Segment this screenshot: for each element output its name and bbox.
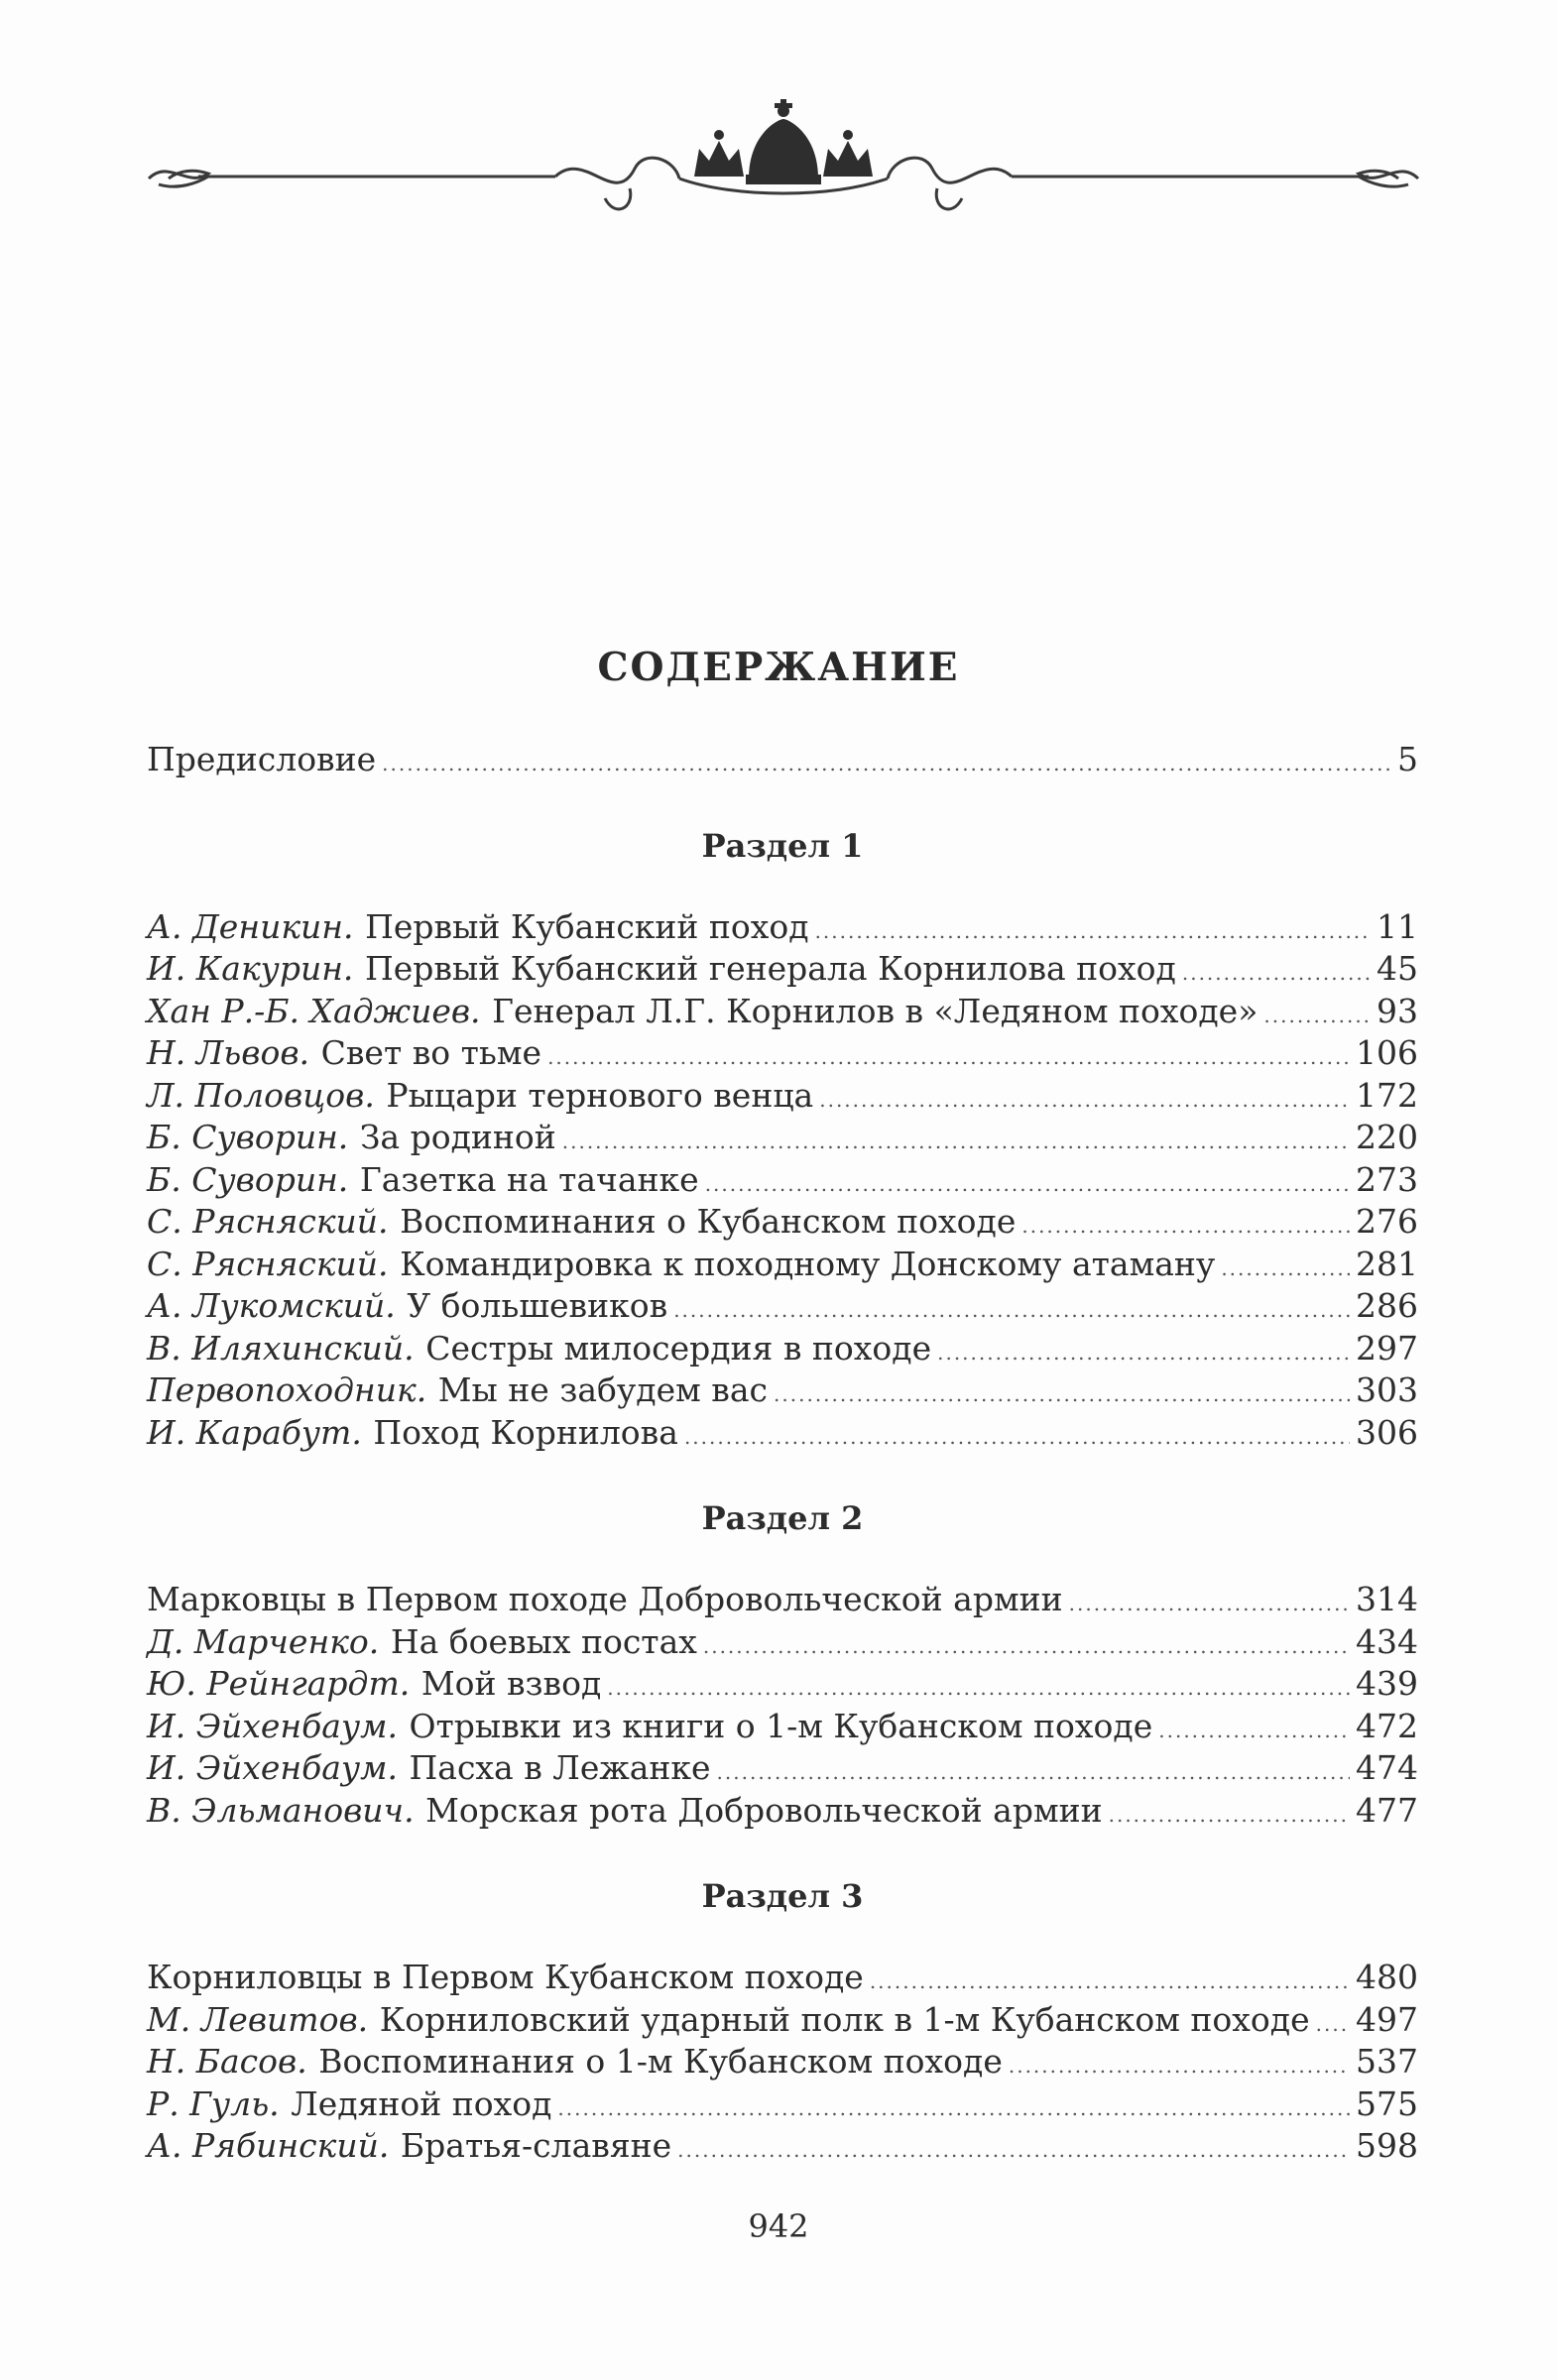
entry-page: 276 bbox=[1356, 1202, 1418, 1241]
toc-entry[interactable] bbox=[147, 1957, 1418, 1999]
leader-dots bbox=[607, 1667, 1350, 1710]
leader-dots bbox=[1316, 2003, 1350, 2046]
entry-title: Мой взвод bbox=[420, 1664, 602, 1703]
toc-entry[interactable] bbox=[147, 1747, 1418, 1790]
entry-author: И. Эйхенбаум. bbox=[147, 1748, 398, 1787]
entry-page: 45 bbox=[1377, 949, 1418, 988]
entry-title: Первый Кубанский генерала Корнилова поход bbox=[364, 949, 1176, 988]
entry-title: Марковцы в Первом походе Добровольческой армии bbox=[147, 1580, 1063, 1618]
entry-page: 598 bbox=[1356, 2126, 1418, 2165]
entry-page: 220 bbox=[1356, 1118, 1418, 1156]
entry-title: Генерал Л.Г. Корнилов в «Ледяном походе» bbox=[492, 991, 1258, 1030]
entry-author: Б. Суворин. bbox=[147, 1159, 349, 1199]
entry-author: М. Левитов. bbox=[147, 1999, 369, 2039]
entry-author: В. Эльманович. bbox=[147, 1790, 415, 1830]
entry-title: У большевиков bbox=[407, 1286, 668, 1325]
entry-title: Предисловие bbox=[147, 740, 377, 778]
entry-author: Хан Р.-Б. Хаджиев. bbox=[147, 991, 481, 1030]
page-number: 942 bbox=[748, 2207, 809, 2245]
leader-dots bbox=[562, 1121, 1350, 1163]
entry-page: 306 bbox=[1356, 1412, 1418, 1452]
leader-dots bbox=[1009, 2045, 1350, 2087]
entry-title: Мы не забудем вас bbox=[437, 1370, 769, 1409]
entry-page: 434 bbox=[1356, 1621, 1418, 1661]
entry-author: Ю. Рейнгардт. bbox=[147, 1664, 411, 1703]
leader-dots bbox=[673, 1289, 1350, 1332]
leader-dots bbox=[1069, 1583, 1350, 1625]
header-ornament-crowns-icon bbox=[139, 79, 1428, 218]
entry-title: Свет во тьме bbox=[320, 1033, 542, 1072]
leader-dots bbox=[557, 2087, 1350, 2130]
leader-dots bbox=[937, 1332, 1350, 1374]
leader-dots bbox=[815, 910, 1371, 953]
leader-dots bbox=[1021, 1205, 1350, 1248]
entry-title: Морская рота Добровольческой армии bbox=[425, 1790, 1103, 1830]
leader-dots bbox=[705, 1163, 1350, 1206]
entry-page: 93 bbox=[1377, 991, 1418, 1030]
toc-entry[interactable] bbox=[147, 991, 1418, 1033]
toc-entry[interactable] bbox=[147, 1285, 1418, 1328]
leader-dots bbox=[382, 743, 1391, 785]
entry-page: 172 bbox=[1356, 1075, 1418, 1115]
toc-entry[interactable] bbox=[147, 1579, 1418, 1621]
entry-title: Поход Корнилова bbox=[373, 1412, 678, 1452]
entry-title: Воспоминания о Кубанском походе bbox=[400, 1202, 1017, 1241]
leader-dots bbox=[1109, 1794, 1350, 1837]
entry-title: Воспоминания о 1-м Кубанском походе bbox=[318, 2042, 1003, 2081]
toc-entry[interactable] bbox=[147, 948, 1418, 991]
leader-dots bbox=[717, 1751, 1350, 1794]
toc-entry[interactable] bbox=[147, 1790, 1418, 1833]
entry-page: 314 bbox=[1356, 1580, 1418, 1618]
entry-author: Д. Марченко. bbox=[147, 1621, 380, 1661]
toc-entry[interactable] bbox=[147, 1621, 1418, 1664]
entry-author: А. Лукомский. bbox=[147, 1286, 396, 1325]
toc-entry[interactable] bbox=[147, 1075, 1418, 1118]
page-title: СОДЕРЖАНИЕ bbox=[597, 645, 960, 690]
entry-page: 480 bbox=[1356, 1958, 1418, 1996]
entry-page: 11 bbox=[1377, 906, 1418, 946]
entry-page: 5 bbox=[1397, 740, 1418, 778]
toc-entry[interactable] bbox=[147, 1663, 1418, 1706]
entry-author: С. Рясняский. bbox=[147, 1202, 389, 1241]
entry-author: А. Рябинский. bbox=[147, 2126, 390, 2165]
toc-entry[interactable] bbox=[147, 1032, 1418, 1075]
entry-page: 106 bbox=[1356, 1033, 1418, 1072]
entry-author: В. Иляхинский. bbox=[147, 1328, 415, 1368]
toc-entry[interactable] bbox=[147, 1244, 1418, 1286]
entry-author: Б. Суворин. bbox=[147, 1118, 349, 1156]
entry-author: Л. Половцов. bbox=[147, 1075, 375, 1115]
entry-page: 477 bbox=[1356, 1790, 1418, 1830]
entry-title: За родиной bbox=[359, 1118, 556, 1156]
leader-dots bbox=[819, 1079, 1350, 1122]
entry-page: 303 bbox=[1356, 1370, 1418, 1409]
entry-author: И. Эйхенбаум. bbox=[147, 1706, 398, 1745]
entry-page: 472 bbox=[1356, 1706, 1418, 1745]
toc-entry[interactable] bbox=[147, 1999, 1418, 2042]
entry-title: Первый Кубанский поход bbox=[365, 906, 809, 946]
entry-page: 273 bbox=[1356, 1159, 1418, 1199]
toc-entry[interactable] bbox=[147, 1117, 1418, 1159]
entry-title: Корниловцы в Первом Кубанском походе bbox=[147, 1958, 864, 1996]
leader-dots bbox=[774, 1373, 1350, 1416]
leader-dots bbox=[870, 1961, 1350, 2003]
leader-dots bbox=[1221, 1248, 1350, 1290]
entry-title: Командировка к походному Донскому атаману bbox=[400, 1244, 1216, 1283]
entry-author: И. Карабут. bbox=[147, 1412, 362, 1452]
toc-entry-preface[interactable] bbox=[147, 739, 1418, 781]
entry-page: 474 bbox=[1356, 1748, 1418, 1787]
toc-entry[interactable] bbox=[147, 906, 1418, 949]
entry-title: Газетка на тачанке bbox=[359, 1159, 699, 1199]
entry-page: 281 bbox=[1356, 1244, 1418, 1283]
entry-page: 575 bbox=[1356, 2083, 1418, 2123]
leader-dots bbox=[1263, 995, 1371, 1037]
entry-page: 497 bbox=[1356, 1999, 1418, 2039]
leader-dots bbox=[703, 1625, 1350, 1668]
toc-entry[interactable] bbox=[147, 1159, 1418, 1202]
toc-entry[interactable] bbox=[147, 2083, 1418, 2126]
toc-entry[interactable] bbox=[147, 1201, 1418, 1244]
section-heading: Раздел 3 bbox=[701, 1877, 864, 1915]
table-of-contents bbox=[147, 739, 1418, 2168]
leader-dots bbox=[547, 1036, 1350, 1079]
entry-title: Ледяной поход bbox=[291, 2083, 552, 2123]
section-heading: Раздел 2 bbox=[701, 1499, 864, 1537]
toc-entry[interactable] bbox=[147, 2125, 1418, 2168]
entry-title: Отрывки из книги о 1-м Кубанском походе bbox=[409, 1706, 1153, 1745]
toc-entry[interactable] bbox=[147, 1369, 1418, 1412]
entry-title: На боевых постах bbox=[390, 1621, 697, 1661]
entry-page: 537 bbox=[1356, 2042, 1418, 2081]
entry-author: С. Рясняский. bbox=[147, 1244, 389, 1283]
leader-dots bbox=[677, 2129, 1350, 2172]
entry-title: Корниловский ударный полк в 1-м Кубанском походе bbox=[379, 1999, 1310, 2039]
leader-dots bbox=[1182, 952, 1371, 995]
leader-dots bbox=[1158, 1710, 1350, 1752]
entry-author: Р. Гуль. bbox=[147, 2083, 280, 2123]
section-heading: Раздел 1 bbox=[701, 826, 864, 865]
entry-page: 286 bbox=[1356, 1286, 1418, 1325]
toc-entry[interactable] bbox=[147, 1706, 1418, 1748]
entry-author: Н. Басов. bbox=[147, 2042, 307, 2081]
entry-page: 297 bbox=[1356, 1328, 1418, 1368]
toc-entry[interactable] bbox=[147, 2041, 1418, 2083]
leader-dots bbox=[684, 1416, 1350, 1459]
entry-title: Сестры милосердия в походе bbox=[425, 1328, 932, 1368]
entry-author: Н. Львов. bbox=[147, 1033, 310, 1072]
entry-title: Братья-славяне bbox=[400, 2126, 672, 2165]
entry-page: 439 bbox=[1356, 1664, 1418, 1703]
entry-author: А. Деникин. bbox=[147, 906, 354, 946]
entry-title: Пасха в Лежанке bbox=[409, 1748, 711, 1787]
entry-author: И. Какурин. bbox=[147, 949, 354, 988]
entry-author: Первопоходник. bbox=[147, 1370, 427, 1409]
toc-entry[interactable] bbox=[147, 1328, 1418, 1370]
entry-title: Рыцари тернового венца bbox=[386, 1075, 814, 1115]
toc-entry[interactable] bbox=[147, 1412, 1418, 1455]
